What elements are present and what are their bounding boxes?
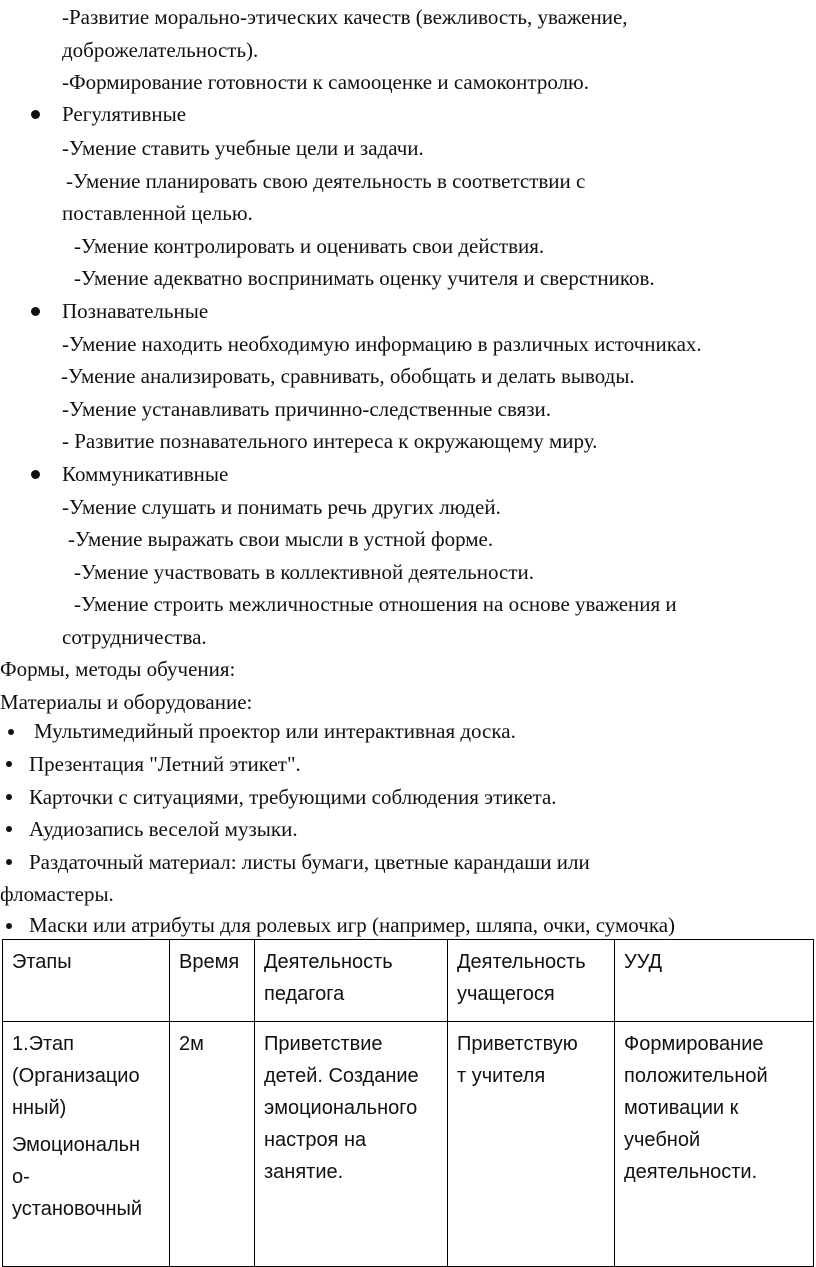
text-line: - Развитие познавательного интереса к окружающему миру. <box>62 429 598 453</box>
section-heading-regulative: Регулятивные <box>62 102 187 126</box>
bullet-icon <box>6 859 12 865</box>
cell-student-activity: Приветствую т учителя <box>448 1022 615 1267</box>
table-header-row <box>3 940 814 1022</box>
lesson-table <box>2 939 814 1267</box>
text-line: поставленной целью. <box>62 201 253 225</box>
bullet-icon <box>6 826 12 832</box>
text-line: -Умение находить необходимую информацию в различных источниках. <box>62 332 702 356</box>
cell-time: 2м <box>170 1022 255 1267</box>
header-stage: Этапы <box>3 940 170 1022</box>
section-heading-cognitive: Познавательные <box>62 299 209 323</box>
text-line: -Формирование готовности к самооценке и самоконтролю. <box>62 70 589 94</box>
bullet-icon <box>31 110 40 119</box>
cell-uud: Формирование положительной мотивации к учебной деятельности. <box>615 1022 814 1267</box>
list-item: Маски или атрибуты для ролевых игр (например, шляпа, очки, сумочка) <box>29 913 676 937</box>
cell-teacher-activity: Приветствие детей. Создание эмоционального настроя на занятие. <box>255 1022 448 1267</box>
text-line: -Умение анализировать, сравнивать, обобщать и делать выводы. <box>61 364 635 388</box>
text-line: -Умение слушать и понимать речь других людей. <box>62 495 501 519</box>
bullet-icon <box>8 729 14 735</box>
text-line: доброжелательность). <box>62 38 259 62</box>
bullet-icon <box>6 761 12 767</box>
bullet-icon <box>6 794 12 800</box>
text-line: -Умение строить межличностные отношения на основе уважения и <box>74 592 677 616</box>
text-line: -Умение выражать свои мысли в устной форме. <box>68 527 494 551</box>
section-heading-communicative: Коммуникативные <box>62 462 229 486</box>
table-row <box>3 1022 814 1267</box>
text-line: -Умение ставить учебные цели и задачи. <box>62 136 424 160</box>
header-teacher-activity: Деятельность педагога <box>255 940 448 1022</box>
text-line: -Умение планировать свою деятельность в соответствии с <box>66 169 586 193</box>
forms-heading: Формы, методы обучения: <box>0 657 236 681</box>
header-time: Время <box>170 940 255 1022</box>
header-student-activity: Деятельность учащегося <box>448 940 615 1022</box>
list-item: Презентация "Летний этикет". <box>29 752 301 776</box>
text-line: -Умение адекватно воспринимать оценку учителя и сверстников. <box>74 266 655 290</box>
text-line: -Развитие морально-этических качеств (вежливость, уважение, <box>62 5 628 29</box>
bullet-icon <box>31 470 40 479</box>
text-line: сотрудничества. <box>62 625 207 649</box>
list-item-continuation: фломастеры. <box>0 882 114 906</box>
text-line: -Умение контролировать и оценивать свои действия. <box>74 234 545 258</box>
list-item: Карточки с ситуациями, требующими соблюдения этикета. <box>29 785 557 809</box>
bullet-icon <box>31 307 40 316</box>
text-line: -Умение устанавливать причинно-следственные связи. <box>62 397 552 421</box>
text-line: -Умение участвовать в коллективной деятельности. <box>74 560 535 584</box>
list-item: Раздаточный материал: листы бумаги, цветные карандаши или <box>29 850 590 874</box>
bullet-icon <box>6 923 12 929</box>
list-item: Мультимедийный проектор или интерактивная доска. <box>34 719 516 743</box>
materials-heading: Материалы и оборудование: <box>0 690 253 714</box>
list-item: Аудиозапись веселой музыки. <box>29 817 298 841</box>
header-uud: УУД <box>615 940 814 1022</box>
cell-stage: 1.Этап (Организацио нный) Эмоциональн о- установочный <box>3 1022 170 1267</box>
